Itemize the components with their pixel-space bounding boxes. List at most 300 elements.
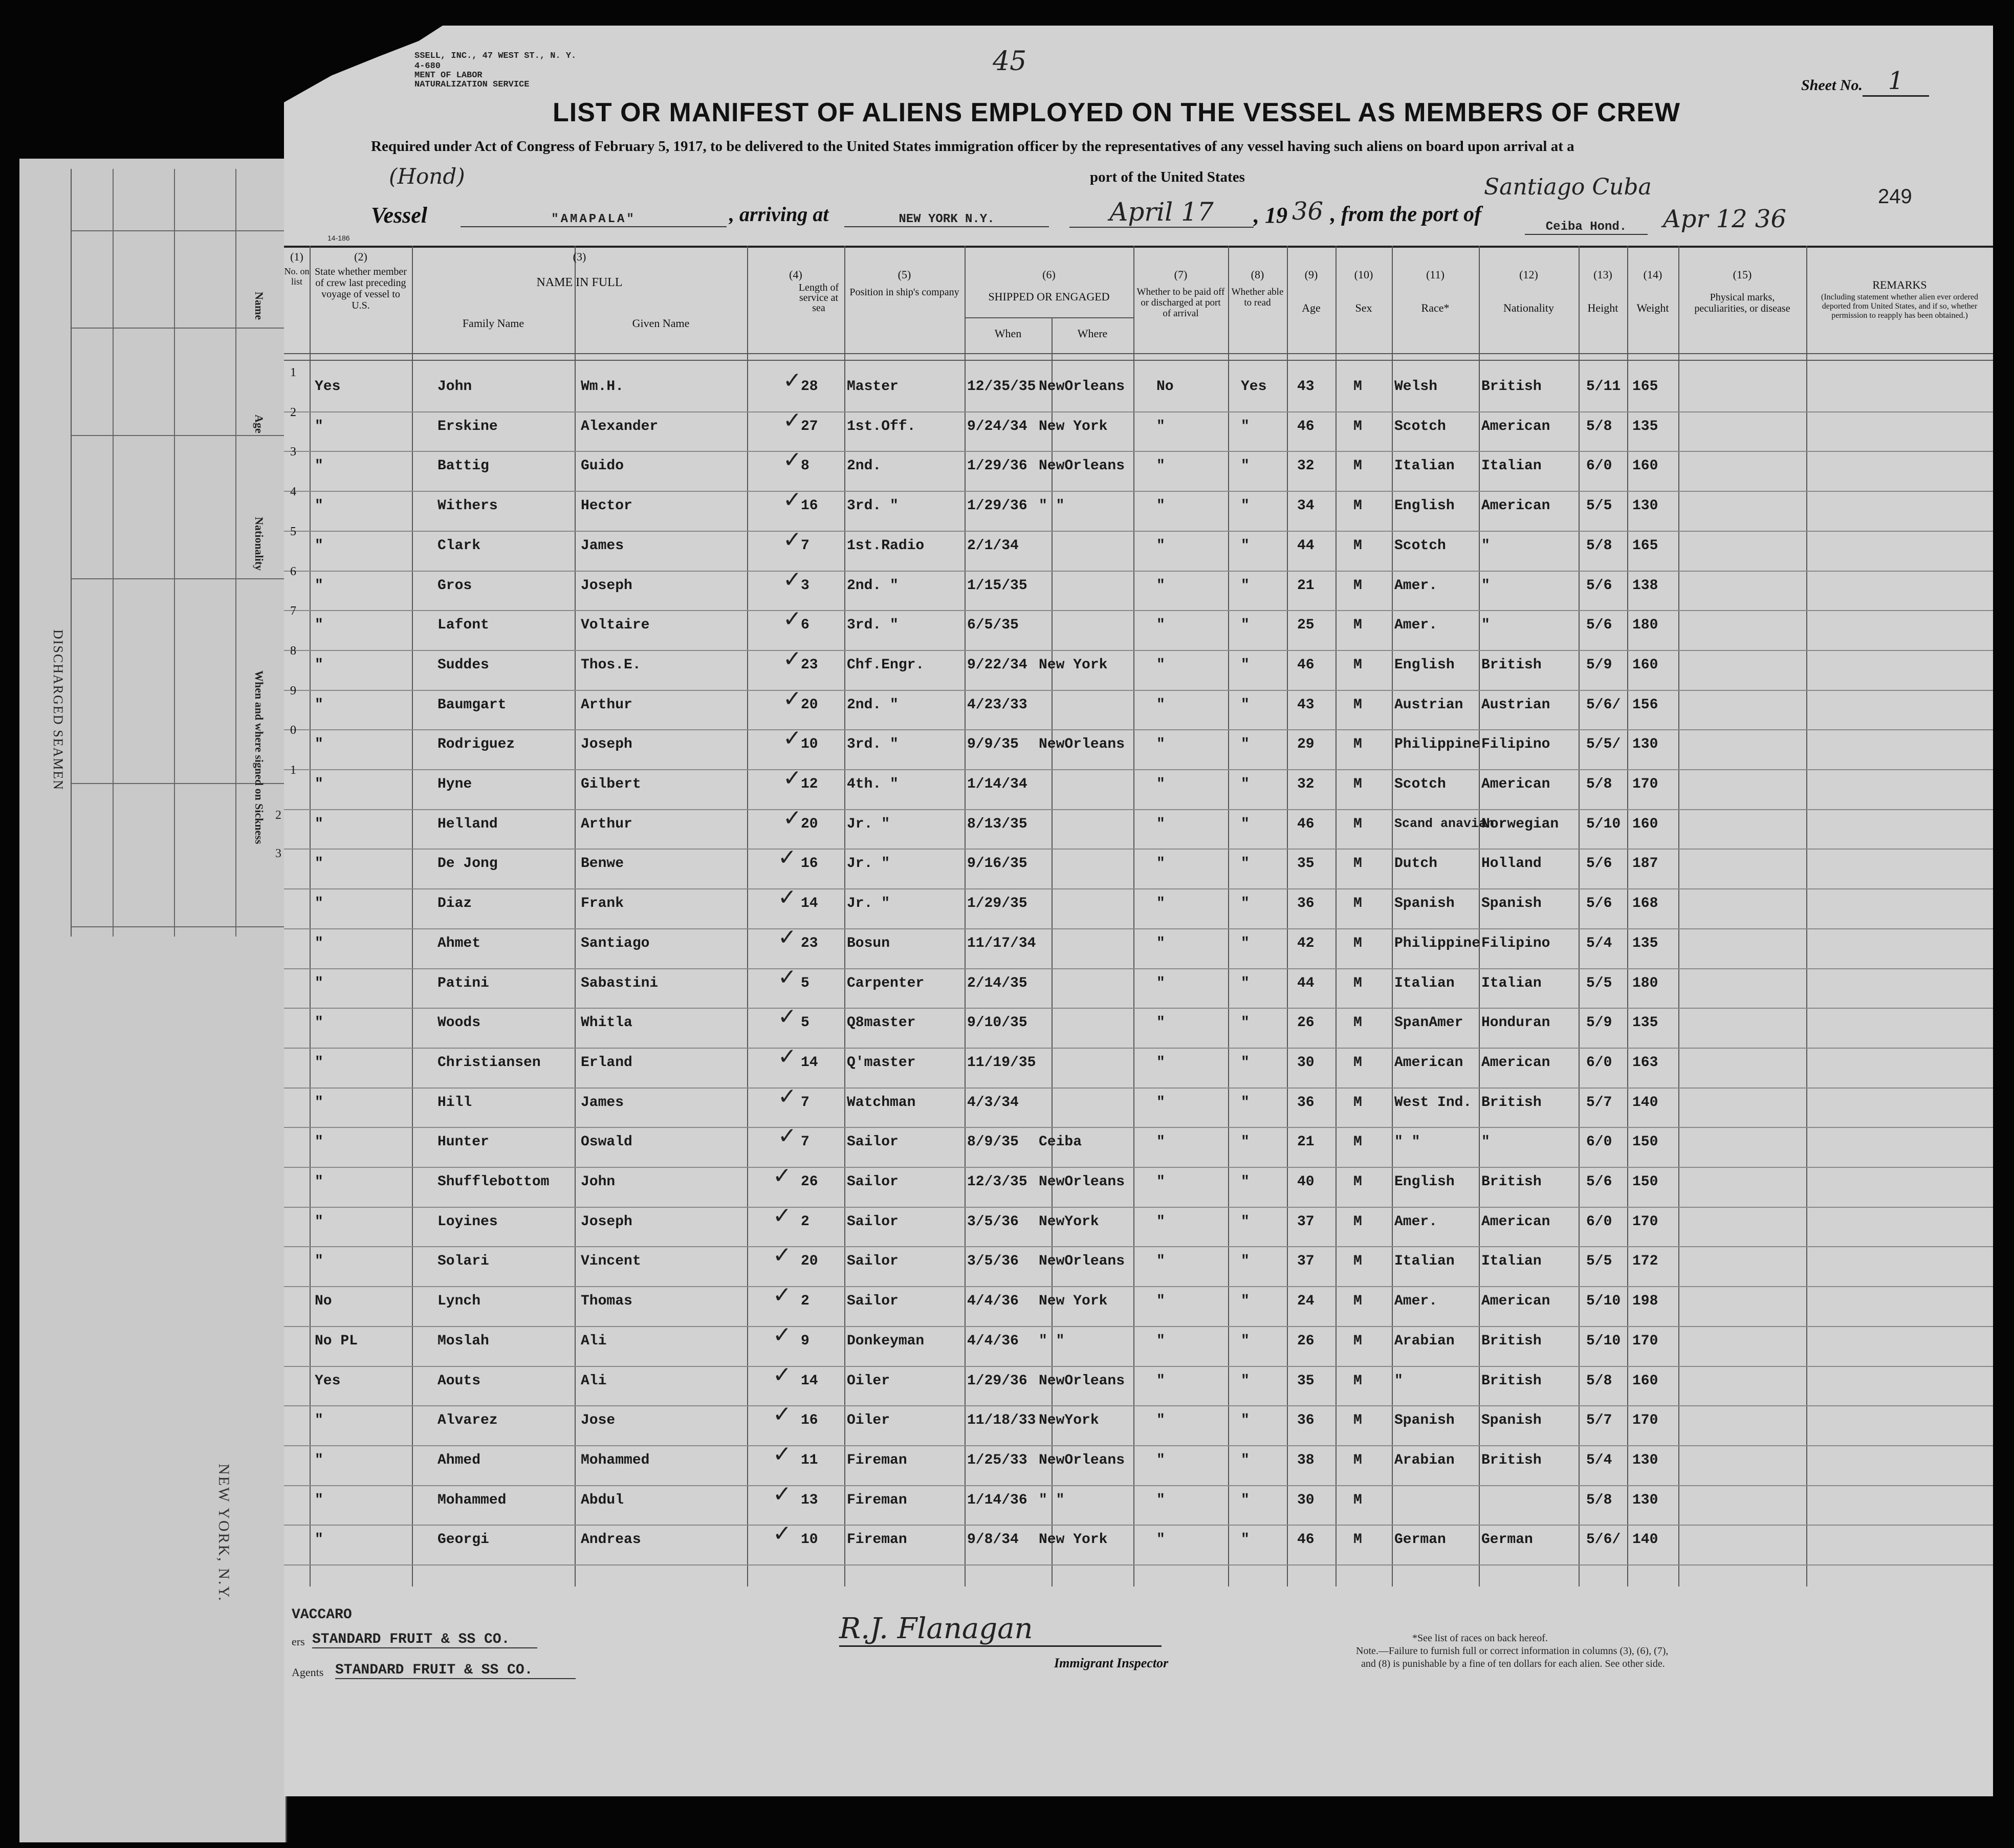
- cell-prev: ": [315, 657, 323, 673]
- printer-line: NATURALIZATION SERVICE: [414, 80, 530, 90]
- cell-where: NewOrleans: [1039, 736, 1125, 753]
- cell-family: Ahmed: [437, 1452, 481, 1468]
- cell-given: Vincent: [581, 1253, 641, 1270]
- check-mark-icon: ✓: [783, 367, 802, 394]
- col12-number: (12): [1519, 268, 1538, 281]
- cell-height: 6/0: [1586, 1213, 1612, 1230]
- row-rule: [284, 1366, 1993, 1367]
- cell-paid: ": [1156, 935, 1165, 951]
- where-header: Where: [1077, 327, 1108, 340]
- cell-race: Amer.: [1394, 1293, 1438, 1310]
- cell-age: 46: [1297, 1532, 1315, 1548]
- header-rule: [284, 360, 1993, 361]
- cell-service: 2: [801, 1213, 809, 1230]
- cell-sex: M: [1353, 1213, 1362, 1230]
- cell-nationality: Italian: [1481, 975, 1542, 991]
- cell-race: Scotch: [1394, 537, 1446, 554]
- cell-service: 7: [801, 1134, 809, 1150]
- strip-divider: [235, 169, 236, 937]
- cell-weight: 168: [1632, 896, 1658, 912]
- cell-height: 6/0: [1586, 1134, 1612, 1150]
- cell-sex: M: [1353, 1134, 1362, 1150]
- cell-service: 6: [801, 617, 809, 634]
- cell-when: 9/9/35: [967, 736, 1019, 753]
- cell-height: 5/5: [1586, 1253, 1612, 1270]
- row-number: 9: [290, 684, 296, 698]
- strip-rule: [72, 578, 287, 579]
- cell-weight: 150: [1632, 1134, 1658, 1150]
- cell-prev: ": [315, 736, 323, 753]
- arriving-label: , arriving at: [729, 203, 829, 226]
- cell-age: 37: [1297, 1253, 1315, 1270]
- cell-height: 5/8: [1586, 537, 1612, 554]
- strip-divider: [113, 169, 114, 937]
- cell-family: Mohammed: [437, 1492, 507, 1508]
- cell-family: Clark: [437, 537, 481, 554]
- cell-given: Voltaire: [581, 617, 650, 634]
- row-rule: [284, 1405, 1993, 1406]
- cell-service: 20: [801, 816, 818, 832]
- cell-family: Shufflebottom: [437, 1174, 550, 1190]
- col10-header: Sex: [1355, 301, 1372, 314]
- cell-when: 1/29/36: [967, 458, 1027, 474]
- cell-service: 11: [801, 1452, 818, 1468]
- cell-when: 1/29/36: [967, 1373, 1027, 1389]
- cell-nationality: Italian: [1481, 1253, 1542, 1270]
- column-divider: [1479, 246, 1480, 1586]
- cell-paid: ": [1156, 1293, 1165, 1310]
- cell-race: SpanAmer: [1394, 1015, 1463, 1031]
- cell-height: 6/0: [1586, 1054, 1612, 1071]
- cell-sex: M: [1353, 657, 1362, 673]
- cell-given: Mohammed: [581, 1452, 650, 1468]
- cell-weight: 165: [1632, 537, 1658, 554]
- cell-height: 5/5: [1586, 498, 1612, 514]
- cell-when: 6/5/35: [967, 617, 1019, 634]
- cell-weight: 135: [1632, 1015, 1658, 1031]
- cell-prev: No PL: [315, 1333, 358, 1349]
- cell-given: Santiago: [581, 935, 650, 951]
- from-label: , from the port of: [1330, 203, 1482, 226]
- cell-family: Woods: [437, 1015, 481, 1031]
- cell-where: NewOrleans: [1039, 1174, 1125, 1190]
- check-mark-icon: ✓: [783, 487, 802, 513]
- strip-label-name: Name: [253, 292, 266, 320]
- cell-sex: M: [1353, 896, 1362, 912]
- cell-paid: ": [1156, 537, 1165, 554]
- cell-nationality: British: [1481, 1452, 1542, 1468]
- cell-paid: ": [1156, 1213, 1165, 1230]
- cell-read: ": [1241, 577, 1250, 594]
- check-mark-icon: ✓: [773, 1242, 792, 1269]
- cell-weight: 163: [1632, 1054, 1658, 1071]
- row-rule: [284, 1127, 1993, 1128]
- cell-where: NewOrleans: [1039, 379, 1125, 395]
- cell-position: Sailor: [847, 1213, 899, 1230]
- cell-paid: ": [1156, 418, 1165, 434]
- cell-family: Georgi: [437, 1532, 489, 1548]
- cell-age: 26: [1297, 1015, 1315, 1031]
- cell-race: Scotch: [1394, 418, 1446, 434]
- cell-service: 14: [801, 896, 818, 912]
- cell-paid: ": [1156, 1532, 1165, 1548]
- cell-race: ": [1394, 1373, 1403, 1389]
- cell-given: Arthur: [581, 816, 632, 832]
- row-rule: [284, 610, 1993, 611]
- cell-height: 5/6: [1586, 896, 1612, 912]
- cell-family: Aouts: [437, 1373, 481, 1389]
- cell-position: 1st.Off.: [847, 418, 916, 434]
- cell-race: Spanish: [1394, 896, 1455, 912]
- cell-race: Scand anavian: [1394, 816, 1495, 831]
- strip-rule: [72, 435, 287, 436]
- row-rule: [284, 1246, 1993, 1247]
- cell-prev: ": [315, 975, 323, 991]
- cell-nationality: Spanish: [1481, 896, 1542, 912]
- cell-nationality: Filipino: [1481, 736, 1550, 753]
- cell-height: 5/8: [1586, 418, 1612, 434]
- cell-service: 20: [801, 1253, 818, 1270]
- cell-sex: M: [1353, 617, 1362, 634]
- cell-height: 5/11: [1586, 379, 1621, 395]
- cell-prev: ": [315, 816, 323, 832]
- cell-nationality: Spanish: [1481, 1412, 1542, 1429]
- row-rule: [284, 888, 1993, 889]
- cell-nationality: American: [1481, 498, 1550, 514]
- cell-nationality: American: [1481, 1293, 1550, 1310]
- cell-family: Hill: [437, 1094, 472, 1111]
- cell-read: Yes: [1241, 379, 1267, 395]
- discharged-seamen-label: DISCHARGED SEAMEN: [51, 629, 65, 791]
- cell-paid: ": [1156, 657, 1165, 673]
- col3-header: NAME IN FULL: [536, 276, 623, 289]
- cell-service: 5: [801, 975, 809, 991]
- row-number: 1: [290, 366, 296, 379]
- cell-race: Arabian: [1394, 1333, 1455, 1349]
- cell-race: Spanish: [1394, 1412, 1455, 1429]
- cell-sex: M: [1353, 1054, 1362, 1071]
- cell-service: 7: [801, 537, 809, 554]
- cell-position: Bosun: [847, 935, 890, 951]
- cell-nationality: Austrian: [1481, 697, 1550, 713]
- cell-read: ": [1241, 418, 1250, 434]
- cell-position: 3rd. ": [847, 617, 899, 634]
- cell-when: 1/29/36: [967, 498, 1027, 514]
- cell-weight: 180: [1632, 975, 1658, 991]
- cell-height: 5/8: [1586, 1492, 1612, 1508]
- cell-position: 2nd. ": [847, 577, 899, 594]
- cell-age: 46: [1297, 418, 1315, 434]
- cell-sex: M: [1353, 418, 1362, 434]
- row-rule: [284, 1525, 1993, 1526]
- cell-height: 5/8: [1586, 776, 1612, 792]
- cell-family: Moslah: [437, 1333, 489, 1349]
- cell-when: 4/4/36: [967, 1333, 1019, 1349]
- cell-read: ": [1241, 1492, 1250, 1508]
- cell-when: 11/17/34: [967, 935, 1036, 951]
- cell-race: Scotch: [1394, 776, 1446, 792]
- cell-when: 2/1/34: [967, 537, 1019, 554]
- strip-row-number: 2: [275, 809, 281, 822]
- cell-age: 44: [1297, 975, 1315, 991]
- row-rule: [284, 1207, 1993, 1208]
- check-mark-icon: ✓: [783, 566, 802, 593]
- cell-service: 10: [801, 736, 818, 753]
- cell-sex: M: [1353, 498, 1362, 514]
- cell-sex: M: [1353, 577, 1362, 594]
- cell-when: 8/13/35: [967, 816, 1027, 832]
- cell-when: 8/9/35: [967, 1134, 1019, 1150]
- cell-height: 5/4: [1586, 1452, 1612, 1468]
- cell-service: 28: [801, 379, 818, 395]
- col13-number: (13): [1593, 268, 1612, 281]
- cell-age: 37: [1297, 1213, 1315, 1230]
- cell-read: ": [1241, 1054, 1250, 1071]
- row-number: 2: [290, 405, 296, 419]
- cell-race: Amer.: [1394, 1213, 1438, 1230]
- cell-given: Ali: [581, 1373, 607, 1389]
- col4-header: Length of service at sea: [798, 282, 839, 314]
- column-divider: [412, 246, 413, 1586]
- cell-weight: 135: [1632, 935, 1658, 951]
- cell-weight: 140: [1632, 1532, 1658, 1548]
- cell-age: 35: [1297, 1373, 1315, 1389]
- departure-date: Apr 12 36: [1663, 205, 1787, 233]
- cell-family: John: [437, 379, 472, 395]
- cell-height: 5/7: [1586, 1412, 1612, 1429]
- cell-nationality: British: [1481, 379, 1542, 395]
- cell-read: ": [1241, 1094, 1250, 1111]
- cell-weight: 180: [1632, 617, 1658, 634]
- check-mark-icon: ✓: [783, 805, 802, 831]
- cell-age: 36: [1297, 1412, 1315, 1429]
- cell-given: Benwe: [581, 856, 624, 872]
- subheader-rule: [965, 317, 1133, 318]
- check-mark-icon: ✓: [773, 1481, 792, 1507]
- cell-given: James: [581, 1094, 624, 1111]
- cell-nationality: Holland: [1481, 856, 1542, 872]
- cell-age: 36: [1297, 896, 1315, 912]
- cell-paid: ": [1156, 458, 1165, 474]
- cell-given: Hector: [581, 498, 632, 514]
- cell-family: Baumgart: [437, 697, 507, 713]
- cell-sex: M: [1353, 1373, 1362, 1389]
- cell-weight: 156: [1632, 697, 1658, 713]
- cell-position: 3rd. ": [847, 498, 899, 514]
- cell-prev: ": [315, 1174, 323, 1190]
- cell-paid: ": [1156, 1015, 1165, 1031]
- cell-position: 2nd. ": [847, 697, 899, 713]
- cell-prev: No: [315, 1293, 332, 1310]
- cell-paid: No: [1156, 379, 1174, 395]
- cell-weight: 130: [1632, 1452, 1658, 1468]
- cell-sex: M: [1353, 856, 1362, 872]
- manifest-subtitle: Required under Act of Congress of February 5, 1917, to be delivered to the United States immigration officer by the representatives of any vessel having such aliens on board upon arrival at a: [371, 138, 1574, 155]
- cell-prev: ": [315, 1213, 323, 1230]
- cell-weight: 130: [1632, 736, 1658, 753]
- form-number: 14-186: [327, 234, 350, 242]
- cell-nationality: German: [1481, 1532, 1533, 1548]
- cell-service: 23: [801, 935, 818, 951]
- column-divider: [844, 246, 845, 1586]
- cell-nationality: ": [1481, 1134, 1490, 1150]
- check-mark-icon: ✓: [783, 606, 802, 633]
- cell-where: " ": [1039, 498, 1065, 514]
- cell-when: 12/3/35: [967, 1174, 1027, 1190]
- cell-weight: 198: [1632, 1293, 1658, 1310]
- cell-age: 30: [1297, 1054, 1315, 1071]
- col12-header: Nationality: [1503, 301, 1554, 314]
- col4-number: (4): [789, 268, 802, 281]
- cell-paid: ": [1156, 816, 1165, 832]
- column-divider: [1678, 246, 1679, 1586]
- cell-read: ": [1241, 935, 1250, 951]
- cell-family: Hunter: [437, 1134, 489, 1150]
- cell-weight: 170: [1632, 1412, 1658, 1429]
- column-divider: [747, 246, 748, 1586]
- cell-where: NewYork: [1039, 1213, 1099, 1230]
- strip-row-number: 3: [275, 847, 281, 860]
- cell-service: 2: [801, 1293, 809, 1310]
- cell-family: Gros: [437, 577, 472, 594]
- col5-number: (5): [897, 268, 911, 281]
- cell-nationality: Norwegian: [1481, 816, 1559, 832]
- cell-age: 43: [1297, 379, 1315, 395]
- cell-when: 1/14/36: [967, 1492, 1027, 1508]
- cell-race: English: [1394, 1174, 1455, 1190]
- cell-sex: M: [1353, 1492, 1362, 1508]
- cell-where: New York: [1039, 1532, 1108, 1548]
- cell-height: 5/6: [1586, 1174, 1612, 1190]
- col15-header: Physical marks, peculiarities, or disease: [1694, 292, 1790, 314]
- cell-weight: 170: [1632, 1333, 1658, 1349]
- check-mark-icon: ✓: [773, 1321, 792, 1348]
- cell-service: 26: [801, 1174, 818, 1190]
- check-mark-icon: ✓: [773, 1520, 792, 1547]
- cell-family: Lafont: [437, 617, 489, 634]
- cell-read: ": [1241, 1015, 1250, 1031]
- cell-where: NewOrleans: [1039, 1253, 1125, 1270]
- row-rule: [284, 1326, 1993, 1327]
- cell-weight: 165: [1632, 379, 1658, 395]
- cell-race: Welsh: [1394, 379, 1438, 395]
- cell-age: 25: [1297, 617, 1315, 634]
- cell-when: 11/18/33: [967, 1412, 1036, 1429]
- cell-weight: 150: [1632, 1174, 1658, 1190]
- cell-given: Wm.H.: [581, 379, 624, 395]
- cell-family: Ahmet: [437, 935, 481, 951]
- check-mark-icon: ✓: [778, 964, 797, 990]
- cell-paid: ": [1156, 1134, 1165, 1150]
- cell-sex: M: [1353, 1293, 1362, 1310]
- cell-given: Joseph: [581, 736, 632, 753]
- cell-family: Withers: [437, 498, 498, 514]
- cell-race: American: [1394, 1054, 1463, 1071]
- cell-nationality: Italian: [1481, 458, 1542, 474]
- cell-position: Sailor: [847, 1174, 899, 1190]
- cell-position: Oiler: [847, 1373, 890, 1389]
- cell-paid: ": [1156, 1094, 1165, 1111]
- check-mark-icon: ✓: [778, 1123, 797, 1149]
- cell-race: Arabian: [1394, 1452, 1455, 1468]
- cell-height: 5/9: [1586, 657, 1612, 673]
- cell-nationality: British: [1481, 657, 1542, 673]
- flag-note: (Hond): [389, 164, 465, 189]
- when-header: When: [994, 327, 1022, 340]
- row-rule: [284, 849, 1993, 850]
- col3-number: (3): [573, 250, 586, 263]
- row-rule: [284, 729, 1993, 730]
- cell-race: West Ind.: [1394, 1094, 1472, 1111]
- cell-weight: 160: [1632, 1373, 1658, 1389]
- cell-read: ": [1241, 537, 1250, 554]
- cell-prev: ": [315, 1452, 323, 1468]
- cell-prev: ": [315, 1412, 323, 1429]
- row-rule: [284, 411, 1993, 412]
- cell-sex: M: [1353, 975, 1362, 991]
- cell-position: Carpenter: [847, 975, 925, 991]
- cell-read: ": [1241, 1333, 1250, 1349]
- crew-table: [284, 246, 1993, 1586]
- cell-paid: ": [1156, 1412, 1165, 1429]
- cell-nationality: British: [1481, 1174, 1542, 1190]
- strip-label-nationality: Nationality: [253, 517, 266, 571]
- col2-number: (2): [354, 250, 367, 263]
- remarks-header: REMARKS: [1872, 278, 1927, 291]
- cell-given: Erland: [581, 1054, 632, 1071]
- cell-nationality: American: [1481, 1213, 1550, 1230]
- col2-header: State whether member of crew last preceding voyage of vessel to U.S.: [315, 266, 407, 311]
- cell-race: Italian: [1394, 975, 1455, 991]
- cell-prev: ": [315, 1134, 323, 1150]
- cell-position: Sailor: [847, 1253, 899, 1270]
- cell-service: 7: [801, 1094, 809, 1111]
- column-divider: [1579, 246, 1580, 1586]
- cell-paid: ": [1156, 617, 1165, 634]
- cell-paid: ": [1156, 736, 1165, 753]
- cell-nationality: British: [1481, 1373, 1542, 1389]
- cell-sex: M: [1353, 379, 1362, 395]
- page-number: 45: [993, 46, 1027, 77]
- cell-read: ": [1241, 975, 1250, 991]
- row-rule: [284, 1445, 1993, 1446]
- check-mark-icon: ✓: [778, 884, 797, 911]
- owners-name: STANDARD FRUIT & SS CO.: [312, 1632, 537, 1648]
- cell-when: 4/3/34: [967, 1094, 1019, 1111]
- cell-prev: ": [315, 1015, 323, 1031]
- year-suffix: 36: [1292, 197, 1324, 226]
- check-mark-icon: ✓: [783, 407, 802, 433]
- cell-age: 32: [1297, 458, 1315, 474]
- cell-sex: M: [1353, 816, 1362, 832]
- cell-prev: Yes: [315, 379, 341, 395]
- master-name: VACCARO: [292, 1607, 352, 1623]
- cell-read: ": [1241, 697, 1250, 713]
- row-rule: [284, 1167, 1993, 1168]
- row-rule: [284, 571, 1993, 572]
- cell-prev: ": [315, 458, 323, 474]
- cell-nationality: ": [1481, 617, 1490, 634]
- cell-paid: ": [1156, 577, 1165, 594]
- col11-number: (11): [1426, 268, 1444, 281]
- cell-where: NewOrleans: [1039, 1373, 1125, 1389]
- cell-prev: ": [315, 1054, 323, 1071]
- cell-position: Fireman: [847, 1492, 907, 1508]
- cell-read: ": [1241, 856, 1250, 872]
- cell-service: 14: [801, 1373, 818, 1389]
- row-number: 3: [290, 445, 296, 459]
- row-rule: [284, 928, 1993, 929]
